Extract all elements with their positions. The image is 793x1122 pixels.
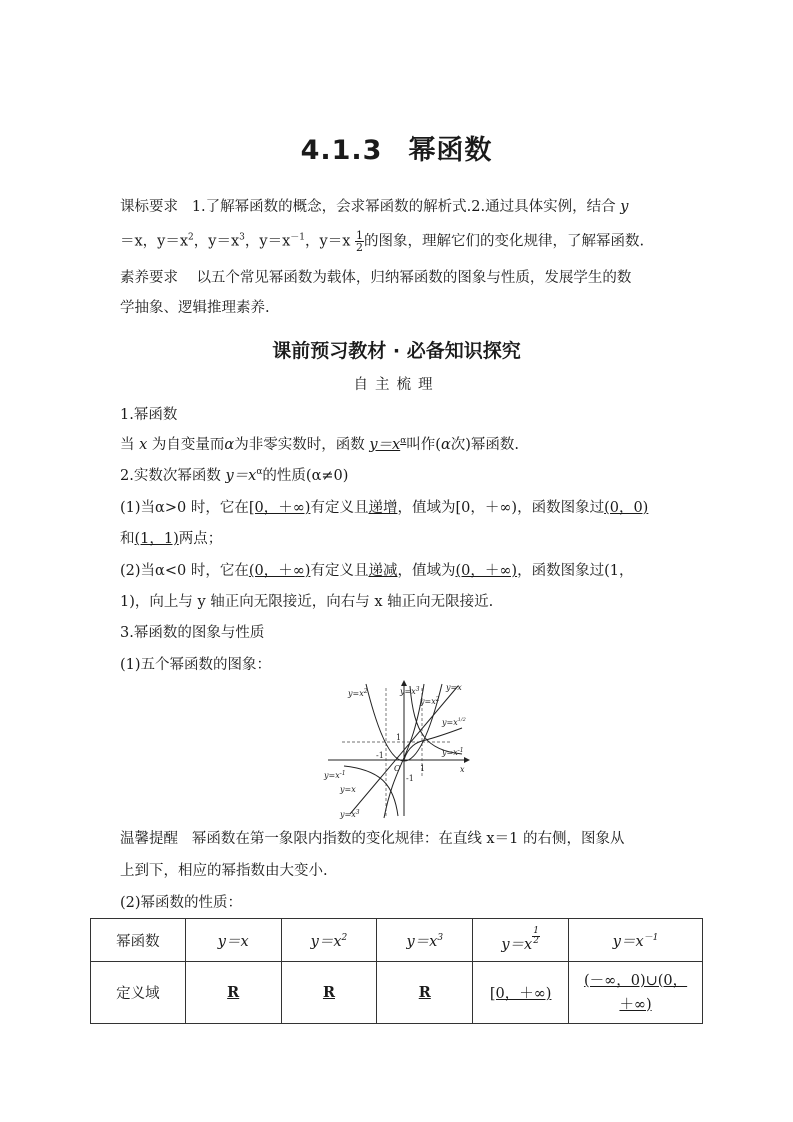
tick-1-x: 1 <box>420 764 426 773</box>
label-y-x2-right: $y=x^2$ <box>420 696 440 706</box>
requirement-line-1: 课标要求 1.了解幂函数的概念，会求幂函数的解析式.2.通过具体实例，结合 y <box>120 199 629 215</box>
table-header-row <box>91 919 703 962</box>
table-header-cell: $y=x^2$ <box>281 919 377 962</box>
item2-heading: 2.实数次幂函数 $y=x^\alpha$的性质(α≠0) <box>120 467 349 484</box>
table-header-cell: 幂函数 <box>91 919 186 962</box>
label-y-x3: $y=x^3$ <box>400 686 420 696</box>
table-cell: [0，＋∞) <box>473 962 569 1024</box>
tick-1-y: 1 <box>396 733 402 742</box>
table-header-cell: $y=x^{-1}$ <box>569 919 703 962</box>
label-y-x-left: y=x <box>340 785 356 794</box>
axis-x-label: x <box>460 765 465 774</box>
item3-sub2: (2)幂函数的性质： <box>120 895 243 911</box>
item2-line-4: 1)，向上与 y 轴正向无限接近，向右与 x 轴正向无限接近. <box>120 594 494 610</box>
tip-line-1: 温馨提醒 幂函数在第一象限内指数的变化规律：在直线 x＝1 的右侧，图象从 <box>120 831 625 847</box>
title-text: 幂函数 <box>408 135 493 166</box>
table-header-cell: y＝x <box>185 919 281 962</box>
page-title <box>0 128 793 167</box>
item2-line-2: 和(1，1)两点； <box>120 531 223 547</box>
power-function-graph <box>322 678 472 820</box>
fraction-half: $\frac{1}{2}$ <box>355 229 363 254</box>
table-header-cell: $y=x^3$ <box>377 919 473 962</box>
table-cell: R <box>377 962 473 1024</box>
item1-heading: 1.幂函数 <box>120 407 178 423</box>
requirement-line-2: ＝x，$y=x^2$，$y=x^3$，$y=x^{-1}$，y＝x $\frac{1}{2}$ 的图象，理解它们的变化规律，了解幂函数. <box>120 229 645 254</box>
label-y-x3-left: $y=x^3$ <box>340 809 360 819</box>
tip-line-2: 上到下，相应的幂指数由大变小. <box>120 863 328 879</box>
label-y-sqrt: $y=x^{1/2}$ <box>442 717 466 727</box>
power-function-table <box>90 918 703 1024</box>
item3-heading: 3.幂函数的图象与性质 <box>120 625 265 641</box>
section-heading: 课前预习教材 · 必备知识探究 <box>272 340 521 362</box>
item3-sub1: (1)五个幂函数的图象： <box>120 657 272 673</box>
table-cell: R <box>281 962 377 1024</box>
table-row <box>91 962 703 1024</box>
item2-line-3: (2)当α<0 时，它在(0，＋∞)有定义且递减，值域为(0，＋∞)，函数图象过(1， <box>120 563 634 579</box>
table-cell: R <box>185 962 281 1024</box>
item2-line-1: (1)当α>0 时，它在[0，＋∞)有定义且递增，值域为[0，＋∞)，函数图象过(0，0) <box>120 500 649 516</box>
label-y-x2: $y=x^2$ <box>348 688 368 698</box>
label-y-x: y=x <box>446 683 462 692</box>
table-cell: 定义域 <box>91 962 186 1024</box>
tick-minus1-y: -1 <box>406 774 414 783</box>
title-number: 4.1.3 <box>300 135 383 166</box>
x-axis-arrow <box>464 757 470 763</box>
item1-body: 当 x 为自变量而α为非零实数时，函数 $y=x^\alpha$叫作(α次)幂函数. <box>120 436 520 453</box>
label-y-inv-left: $y=x^{-1}$ <box>324 770 346 780</box>
tick-minus1-x: -1 <box>376 751 384 760</box>
literacy-line-2: 学抽象、逻辑推理素养. <box>120 300 270 316</box>
origin-label: O <box>394 764 401 773</box>
label-y-inv-right: $y=x^{-1}$ <box>442 747 464 757</box>
sub-heading: 自主梳理 <box>353 377 440 393</box>
table-header-cell: y＝x $\frac{1}{2}$ <box>473 919 569 962</box>
y-axis-arrow <box>401 680 407 686</box>
literacy-line-1: 素养要求 以五个常见幂函数为载体，归纳幂函数的图象与性质，发展学生的数 <box>120 270 632 286</box>
table-cell: (－∞，0)∪(0， ＋∞) <box>569 962 703 1024</box>
